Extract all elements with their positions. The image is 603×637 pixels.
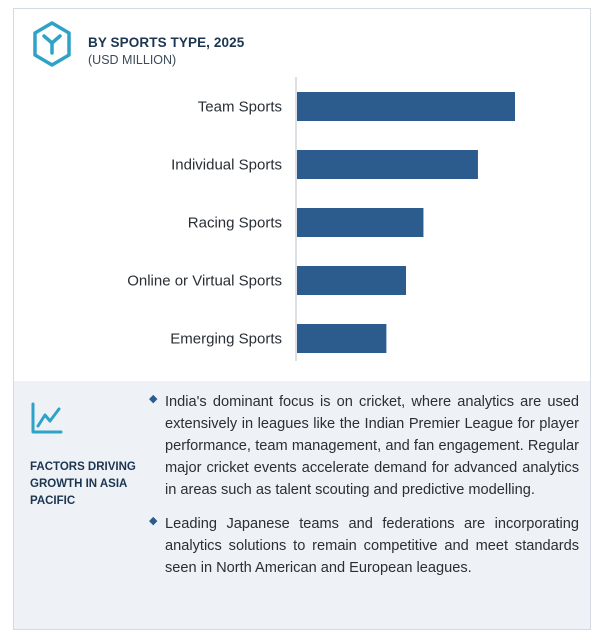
diamond-bullet-icon: ◆ [149,515,158,527]
report-card [13,8,591,630]
line-chart-icon [30,401,64,437]
bar-team-sports [297,92,515,121]
factor-bullet-text: India's dominant focus is on cricket, where analytics are used extensively in leagues like the Indian Premier League for player performance, team management, and fan engagement. Regular major cricket events accelerate demand for advanced analytics in areas such as talent scouting and predictive modelling. [165,394,579,498]
factors-label: FACTORS DRIVING GROWTH IN ASIA PACIFIC [30,461,136,507]
chart-title: BY SPORTS TYPE, 2025 [88,35,245,50]
bar-individual-sports [297,150,478,179]
category-label: Individual Sports [171,156,282,174]
factor-bullet [149,513,579,579]
diamond-bullet-icon: ◆ [149,393,158,405]
category-label: Team Sports [197,98,282,116]
category-label: Racing Sports [187,214,282,232]
category-label: Online or Virtual Sports [127,272,282,290]
bar-racing-sports [297,208,423,237]
factor-bullet-text: Leading Japanese teams and federations are incorporating analytics solutions to remain competitive and meet standards seen in North American and European leagues. [165,516,579,576]
bar-chart [14,77,590,367]
factors-bullet-list [149,391,579,591]
hexagon-y-logo-icon [32,21,72,67]
category-label: Emerging Sports [170,330,282,348]
chart-subtitle: (USD MILLION) [88,53,177,67]
bar-emerging-sports [297,324,386,353]
factors-panel [14,381,590,629]
bar-online-or-virtual-sports [297,266,406,295]
factor-bullet [149,391,579,501]
